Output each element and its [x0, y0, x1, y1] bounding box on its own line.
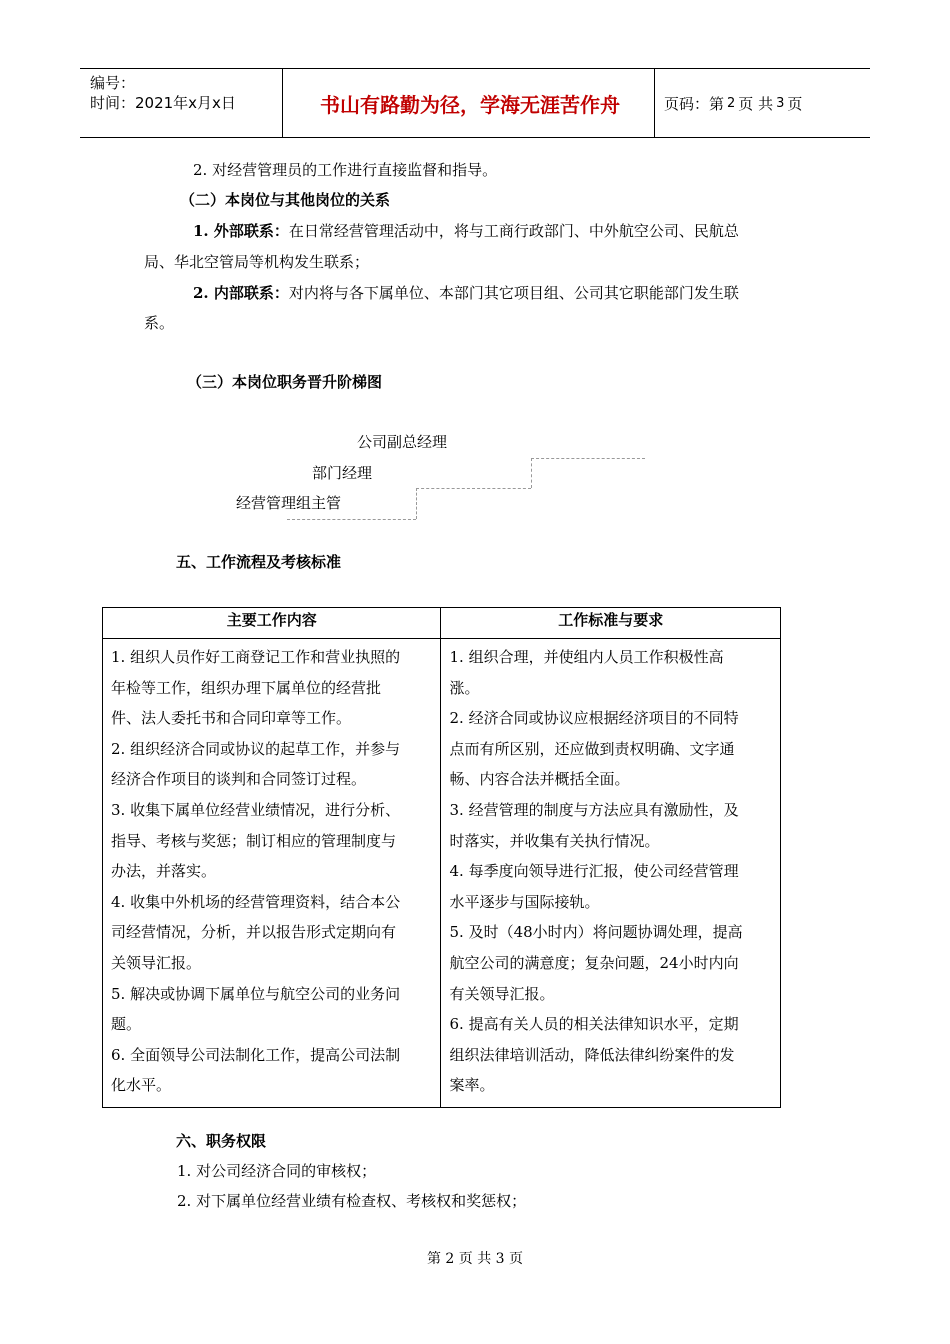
standard-line: 点而有所区别，还应做到责权明确、文字通 [449, 739, 735, 758]
header-page-info [664, 69, 802, 137]
external-text-2: 局、华北空管局等机构发生联系； [144, 253, 370, 271]
work-line: 经济合作项目的谈判和合同签订过程。 [111, 770, 367, 789]
page-label: 页码：第 [664, 94, 725, 113]
page-header [80, 68, 870, 138]
standard-line: 6. 提高有关人员的相关法律知识水平，定期 [449, 1015, 739, 1034]
table-header-row [103, 608, 781, 639]
work-line: 题。 [111, 1015, 142, 1034]
standard-line: 组织法律培训活动，降低法律纠纷案件的发 [449, 1045, 735, 1064]
page-current: 2 [727, 95, 736, 111]
main-work-cell [103, 639, 441, 1108]
table-row [103, 639, 781, 1108]
header-divider-left [282, 69, 283, 137]
work-line: 4. 收集中外机场的经营管理资料，结合本公 [111, 892, 401, 911]
work-line: 年检等工作，组织办理下属单位的经营批 [111, 678, 382, 697]
standard-line: 2. 经济合同或协议应根据经济项目的不同特 [449, 709, 739, 728]
external-text-1: 在日常经营管理活动中，将与工商行政部门、中外航空公司、民航总 [288, 222, 739, 240]
standard-line: 航空公司的满意度；复杂问题，24小时内向 [449, 953, 739, 972]
work-standards-table [102, 607, 781, 1108]
standard-line: 案率。 [449, 1076, 495, 1095]
header-motto: 书山有路勤为径，学海无涯苦作舟 [320, 92, 620, 117]
header-meta [90, 73, 236, 113]
internal-label: 2. 内部联系： [193, 284, 289, 302]
external-relation [193, 221, 739, 241]
column-header-standards: 工作标准与要求 [441, 608, 781, 639]
ladder-riser-top [531, 458, 532, 488]
page-footer: 第 2 页 共 3 页 [426, 1251, 524, 1267]
relations-heading: （二）本岗位与其他岗位的关系 [180, 191, 391, 209]
standard-line: 1. 组织合理，并使组内人员工作积极性高 [449, 648, 724, 666]
standard-line: 水平逐步与国际接轨。 [449, 892, 600, 911]
ladder-level-mid: 部门经理 [312, 464, 373, 482]
work-line: 3. 收集下属单位经营业绩情况，进行分析、 [111, 800, 401, 819]
work-line: 指导、考核与奖惩；制订相应的管理制度与 [111, 831, 397, 850]
work-line: 2. 组织经济合同或协议的起草工作，并参与 [111, 739, 401, 758]
standard-line: 涨。 [449, 678, 480, 697]
page-suffix: 页 [787, 94, 803, 113]
standard-line: 4. 每季度向领导进行汇报，使公司经营管理 [449, 862, 739, 881]
intro-line: 2. 对经营管理员的工作进行直接监督和指导。 [193, 161, 498, 179]
standard-line: 有关领导汇报。 [449, 984, 555, 1003]
header-date: 时间：2021年x月x日 [90, 94, 236, 112]
work-line: 件、法人委托书和合同印章等工作。 [111, 709, 352, 728]
ladder-step-bottom [287, 519, 416, 520]
standards-cell [441, 639, 781, 1108]
header-number: 编号： [90, 74, 136, 92]
ladder-riser-mid [416, 488, 417, 519]
ladder-heading: （三）本岗位职务晋升阶梯图 [187, 373, 383, 391]
header-divider-right [654, 69, 655, 137]
work-line: 办法，并落实。 [111, 862, 217, 881]
ladder-level-bottom: 经营管理组主管 [236, 494, 342, 512]
standard-line: 时落实，并收集有关执行情况。 [449, 831, 660, 850]
internal-text-1: 对内将与各下属单位、本部门其它项目组、公司其它职能部门发生联 [288, 284, 739, 302]
column-header-main-work: 主要工作内容 [103, 608, 441, 639]
work-line: 5. 解决或协调下属单位与航空公司的业务问 [111, 984, 401, 1003]
internal-text-2: 系。 [144, 314, 175, 332]
ladder-level-top: 公司副总经理 [357, 433, 448, 451]
work-line: 关领导汇报。 [111, 953, 202, 972]
section6-heading: 六、职务权限 [176, 1132, 267, 1150]
work-line: 司经营情况，分析，并以报告形式定期向有 [111, 923, 397, 942]
work-line: 1. 组织人员作好工商登记工作和营业执照的 [111, 648, 401, 666]
ladder-step-mid [416, 488, 531, 489]
standard-line: 5. 及时（48小时内）将问题协调处理，提高 [449, 923, 743, 942]
standard-line: 畅、内容合法并概括全面。 [449, 770, 630, 789]
work-line: 6. 全面领导公司法制化工作，提高公司法制 [111, 1045, 401, 1064]
work-line: 化水平。 [111, 1076, 172, 1095]
internal-relation [193, 283, 739, 303]
standard-line: 3. 经营管理的制度与方法应具有激励性，及 [449, 800, 739, 819]
page-mid: 页 共 [738, 94, 774, 113]
page-total: 3 [776, 95, 785, 111]
external-label: 1. 外部联系： [193, 222, 289, 240]
section5-heading: 五、工作流程及考核标准 [176, 553, 342, 571]
authority-item: 1. 对公司经济合同的审核权； [177, 1162, 377, 1180]
authority-item: 2. 对下属单位经营业绩有检查权、考核权和奖惩权； [177, 1192, 527, 1210]
ladder-step-top [531, 458, 645, 459]
